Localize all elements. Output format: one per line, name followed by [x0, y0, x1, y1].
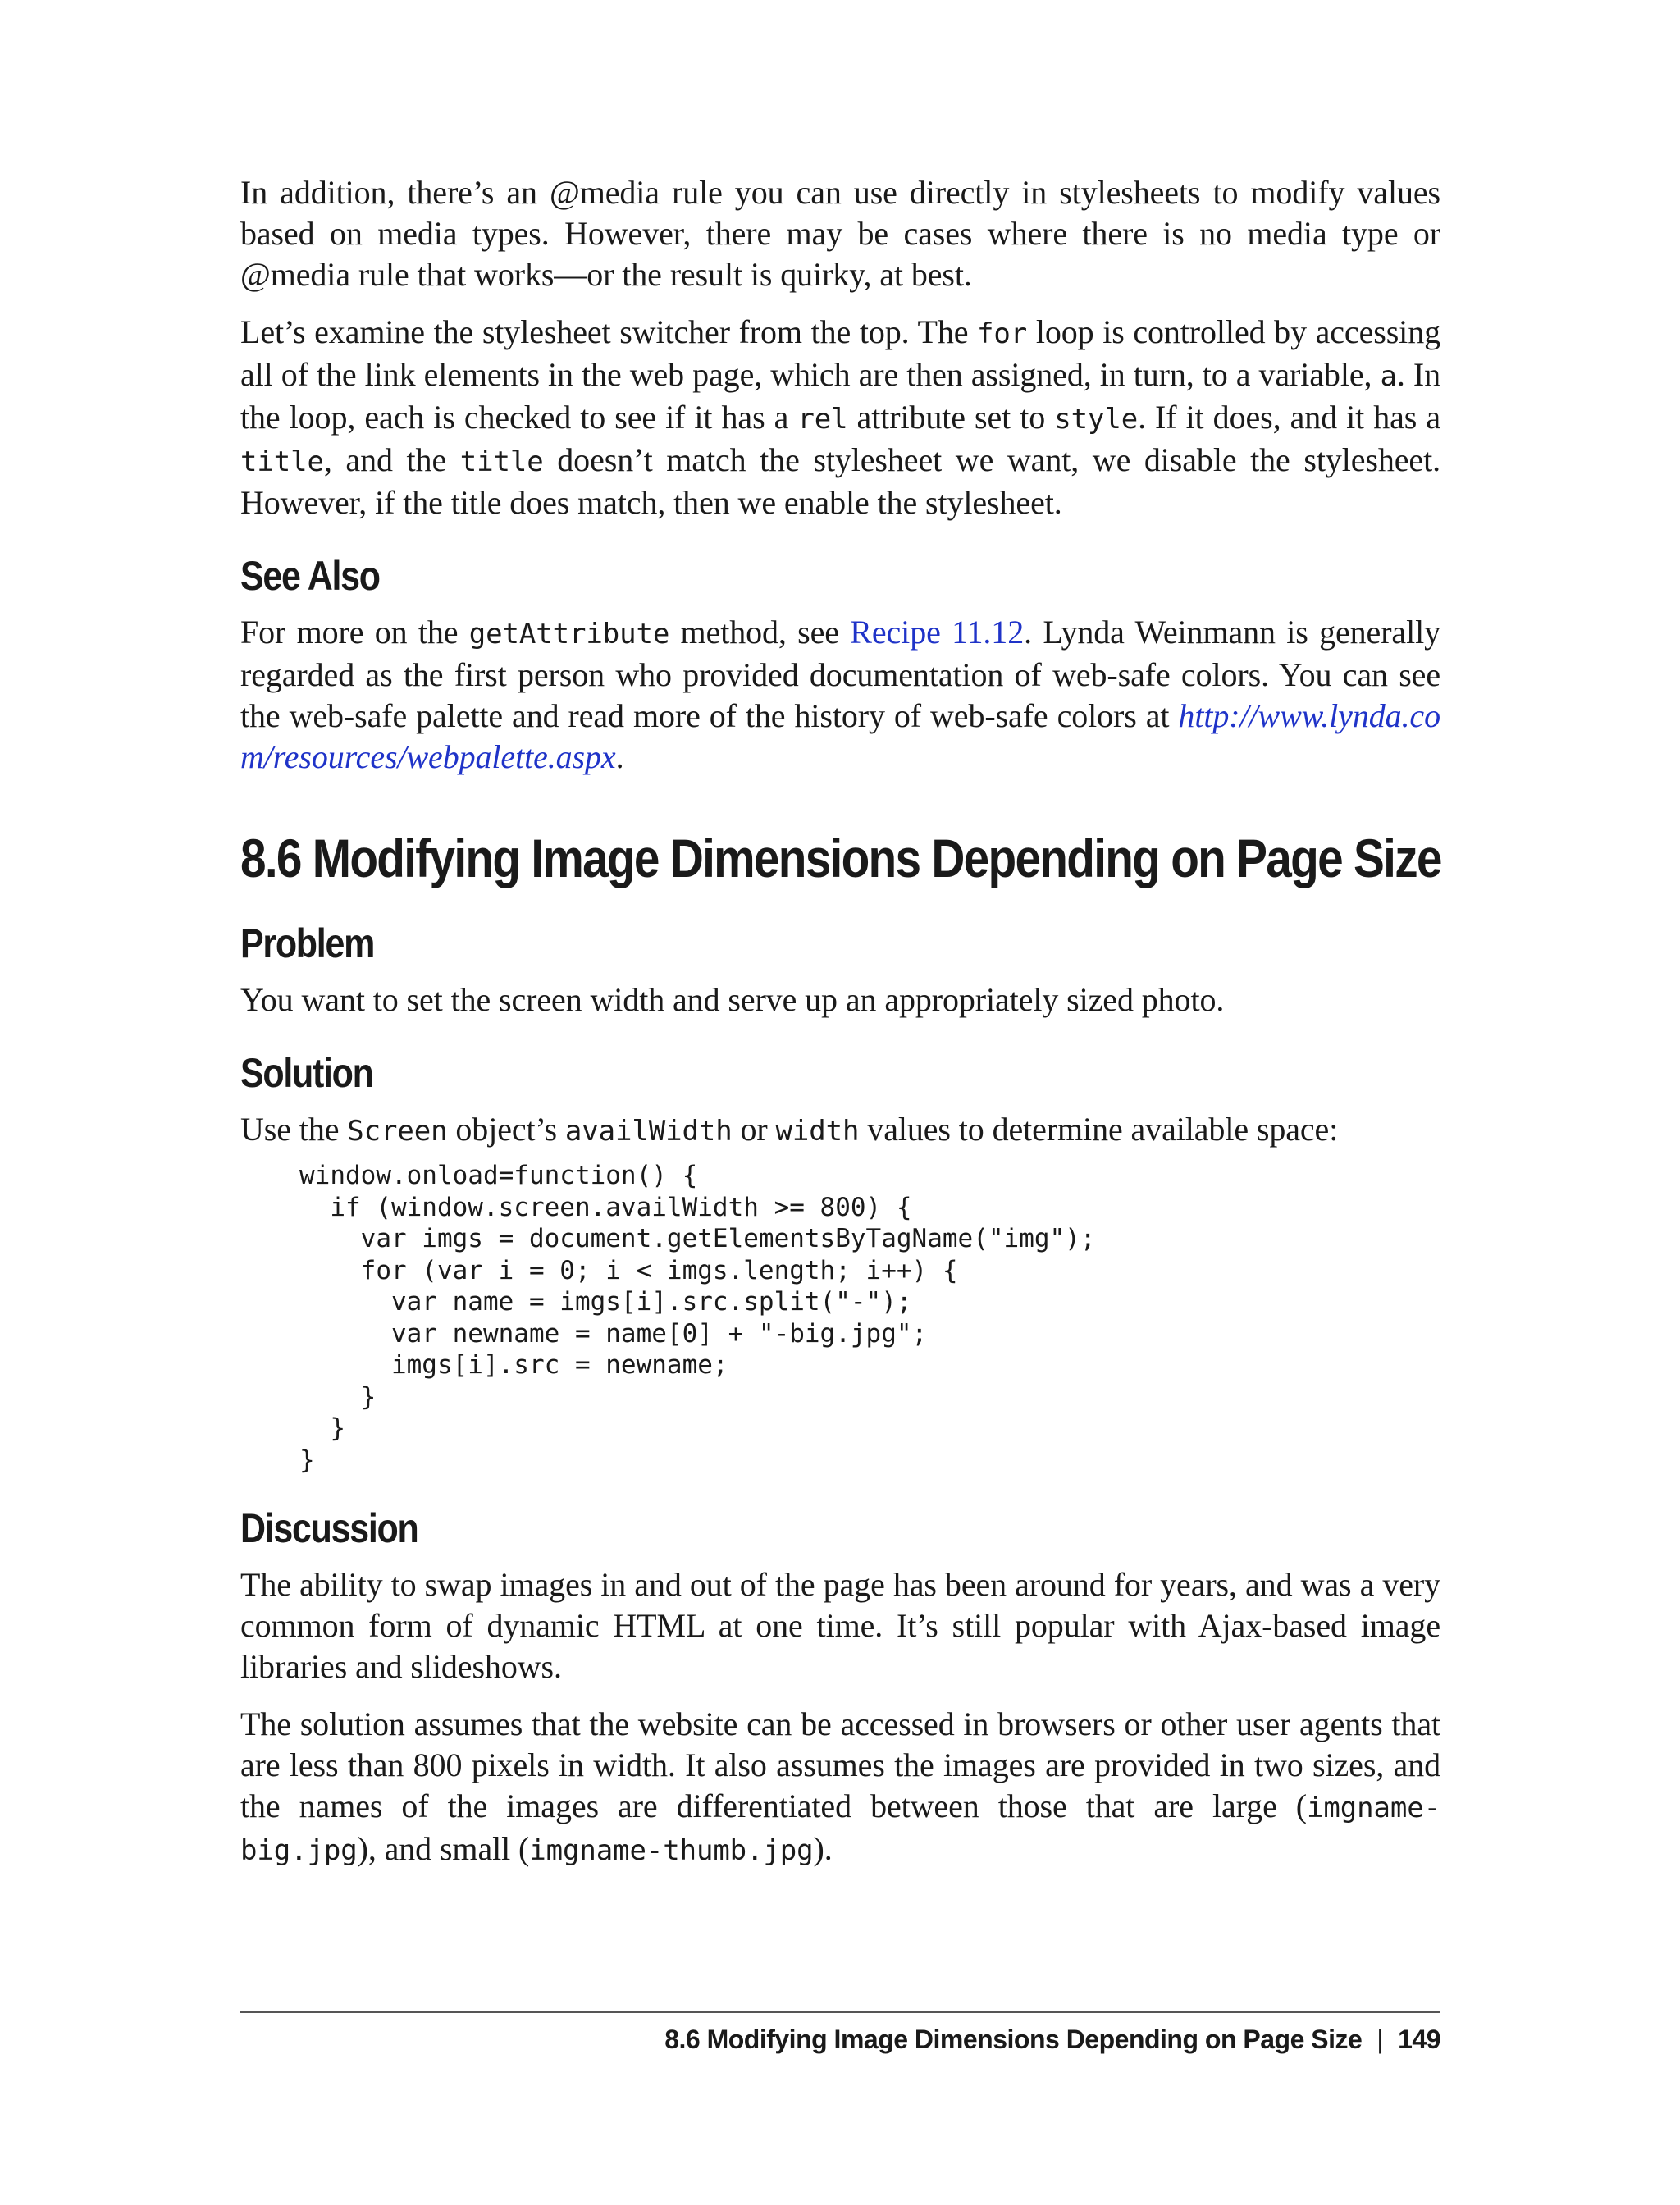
solution-heading: Solution [240, 1050, 373, 1096]
text-run: Let’s examine the stylesheet switcher from the top. The [240, 313, 978, 350]
text-run: , and the [323, 441, 460, 478]
inline-code: width [775, 1115, 860, 1148]
webpalette-url-link[interactable]: http://www.lynda.com/resources/webpalette.aspx [240, 697, 1440, 775]
inline-code: imgname-big.jpg [240, 1792, 1440, 1867]
text-run: doesn’t match the stylesheet we want, we disable the stylesheet. However, if the title does match, then we enable the stylesheet. [240, 441, 1441, 521]
inline-code: for [977, 317, 1028, 350]
inline-code: title [240, 445, 324, 478]
inline-code: a [1380, 360, 1397, 393]
discussion-paragraph-1: The ability to swap images in and out of the page has been around for years, and was a very common form of dynamic HTML at one time. It’s still popular with Ajax-based image libraries and slideshows. [240, 1566, 1440, 1685]
text-run: . Lynda Weinmann is generally regarded as the first person who provided documentation of web-safe colors. You can see the web-safe palette and read more of the history of web-safe colors at [240, 614, 1440, 734]
page-content [240, 172, 1440, 1888]
intro-paragraph: In addition, there’s an @media rule you can use directly in stylesheets to modify values based on media types. However, there may be cases where there is no media type or @media rule that works—or the result is quirky, at best. [240, 174, 1440, 293]
see-also-paragraph [240, 612, 1440, 778]
text-run: object’s [447, 1111, 565, 1148]
page-number: 149 [1398, 2025, 1440, 2054]
problem-paragraph: You want to set the screen width and serve up an appropriately sized photo. [240, 981, 1225, 1018]
footer-rule [240, 2011, 1440, 2013]
text-run: . [615, 738, 624, 775]
footer-section-title: 8.6 Modifying Image Dimensions Depending on Page Size [664, 2025, 1363, 2054]
text-run: ). [813, 1830, 833, 1867]
inline-code: Screen [347, 1115, 448, 1148]
page-footer [664, 2025, 1440, 2055]
problem-heading: Problem [240, 920, 375, 966]
text-run: The solution assumes that the website can be accessed in browsers or other user agents that are less than 800 pixels in width. It also assumes the images are provided in two sizes, and the names of the images are differentiated between those that are large ( [240, 1705, 1440, 1824]
inline-code: getAttribute [468, 618, 670, 651]
text-run: . If it does, and it has a [1138, 399, 1440, 436]
text-run: loop is controlled by accessing all of the link elements in the web page, which are then assigned, in turn, to a variable, [240, 313, 1440, 393]
text-run: values to determine available space: [859, 1111, 1339, 1148]
switcher-paragraph [240, 312, 1440, 523]
inline-code: rel [797, 403, 848, 436]
discussion-paragraph-2 [240, 1704, 1440, 1871]
recipe-title: 8.6 Modifying Image Dimensions Depending on Page Size [240, 828, 1441, 888]
see-also-heading: See Also [240, 553, 380, 599]
text-run: Use the [240, 1111, 348, 1148]
text-run: method, see [669, 614, 851, 651]
text-run: attribute set to [847, 399, 1055, 436]
inline-code: imgname-thumb.jpg [529, 1834, 814, 1867]
code-listing: window.onload=function() { if (window.screen.availWidth >= 800) { var imgs = document.getElementsByTagName("img"); for (var i = 0; i < imgs.length; i++) { var name = imgs[i].src.split("-"); var newname = name[0] + "-big.jpg"; imgs[i].src = newname; } } } [299, 1161, 1096, 1475]
text-run: . In the loop, each is checked to see if it has a [240, 356, 1440, 436]
text-run: ), and small ( [357, 1830, 530, 1867]
recipe-link[interactable]: Recipe 11.12 [850, 614, 1025, 651]
discussion-heading: Discussion [240, 1505, 418, 1551]
inline-code: style [1054, 403, 1139, 436]
text-run: For more on the [240, 614, 469, 651]
inline-code: title [459, 445, 544, 478]
footer-separator: | [1376, 2025, 1384, 2054]
text-run: or [732, 1111, 776, 1148]
inline-code: availWidth [564, 1115, 733, 1148]
solution-paragraph [240, 1109, 1440, 1152]
